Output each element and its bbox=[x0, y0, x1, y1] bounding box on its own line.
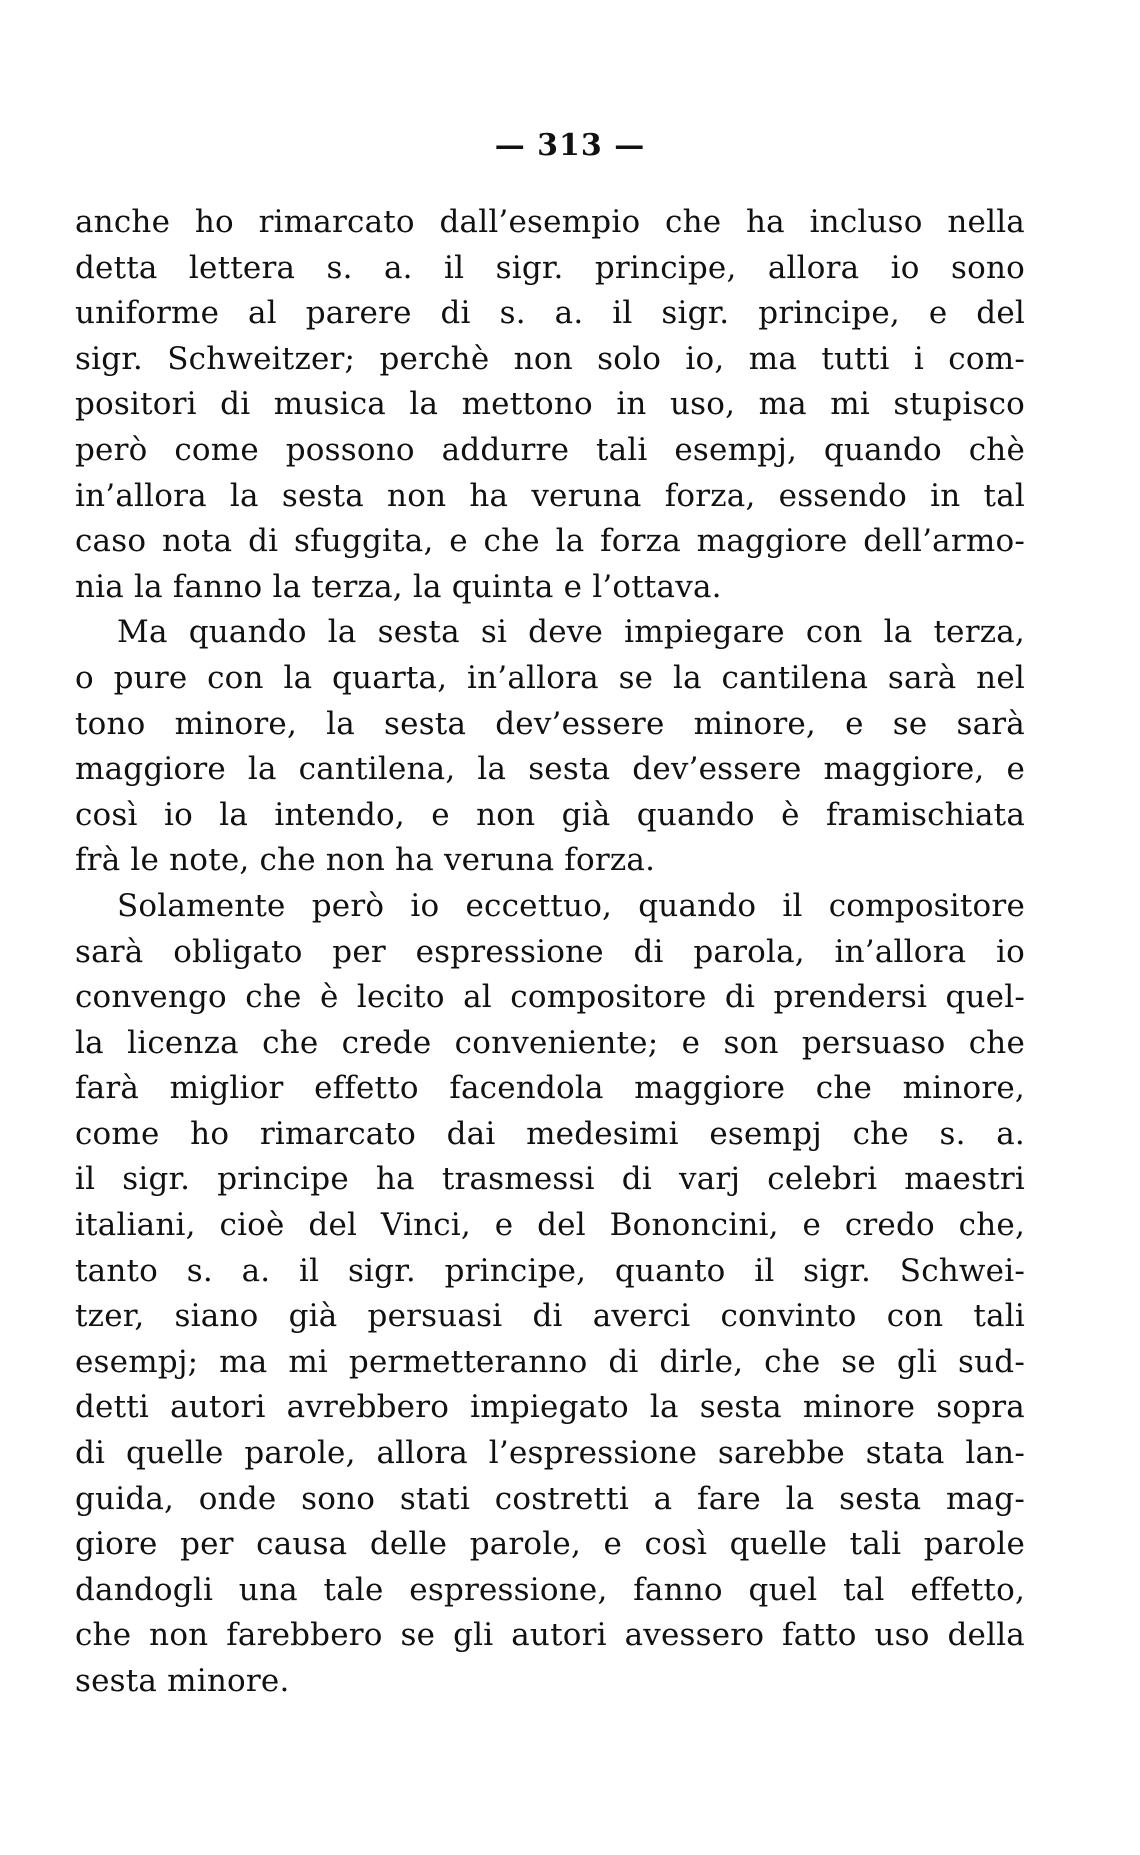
text-line: maggiore la cantilena, la sesta dev’essere maggiore, e bbox=[75, 751, 1025, 788]
text-line: che non farebbero se gli autori avessero fatto uso della bbox=[75, 1617, 1025, 1654]
text-line: come ho rimarcato dai medesimi esempj che s. a. bbox=[75, 1115, 1025, 1152]
text-line: la licenza che crede conveniente; e son persuaso che bbox=[75, 1024, 1025, 1061]
text-line: di quelle parole, allora l’espressione sarebbe stata lan- bbox=[75, 1435, 1025, 1472]
text-line: guida, onde sono stati costretti a fare la sesta mag- bbox=[75, 1480, 1025, 1517]
text-line: il sigr. principe ha trasmessi di varj celebri maestri bbox=[75, 1161, 1025, 1198]
text-line: però come possono addurre tali esempj, quando chè bbox=[75, 431, 1025, 468]
text-line: farà miglior effetto facendola maggiore che minore, bbox=[75, 1070, 1025, 1107]
page-number: — 313 — bbox=[494, 128, 646, 163]
text-line: tzer, siano già persuasi di averci convinto con tali bbox=[75, 1298, 1025, 1335]
text-line: o pure con la quarta, in’allora se la cantilena sarà nel bbox=[75, 659, 1025, 696]
text-line: italiani, cioè del Vinci, e del Bononcini, e credo che, bbox=[75, 1207, 1025, 1244]
text-line: giore per causa delle parole, e così quelle tali parole bbox=[75, 1526, 1025, 1563]
text-line: esempj; ma mi permetteranno di dirle, che se gli sud- bbox=[75, 1343, 1025, 1380]
text-line: Ma quando la sesta si deve impiegare con la terza, bbox=[117, 614, 1025, 651]
text-line: sigr. Schweitzer; perchè non solo io, ma tutti i com- bbox=[75, 340, 1025, 377]
paragraph-2 bbox=[75, 610, 1025, 884]
text-line: così io la intendo, e non già quando è framischiata bbox=[75, 796, 1025, 833]
text-line: uniforme al parere di s. a. il sigr. principe, e del bbox=[75, 295, 1025, 332]
body-text bbox=[75, 200, 1025, 1705]
text-line: caso nota di sfuggita, e che la forza maggiore dell’armo- bbox=[75, 523, 1025, 560]
text-line: in’allora la sesta non ha veruna forza, essendo in tal bbox=[75, 477, 1025, 514]
text-line: positori di musica la mettono in uso, ma mi stupisco bbox=[75, 386, 1025, 423]
text-line: anche ho rimarcato dall’esempio che ha incluso nella bbox=[75, 204, 1025, 240]
text-line: Solamente però io eccettuo, quando il compositore bbox=[117, 887, 1025, 924]
text-line: convengo che è lecito al compositore di prendersi quel- bbox=[75, 979, 1025, 1016]
text-line: detta lettera s. a. il sigr. principe, allora io sono bbox=[75, 249, 1025, 286]
paragraph-3 bbox=[75, 884, 1025, 1705]
text-line: sesta minore. bbox=[75, 1663, 290, 1699]
text-line: dandogli una tale espressione, fanno quel tal effetto, bbox=[75, 1571, 1025, 1608]
text-line: tanto s. a. il sigr. principe, quanto il sigr. Schwei- bbox=[75, 1252, 1025, 1289]
text-line: frà le note, che non ha veruna forza. bbox=[75, 842, 656, 879]
text-line: detti autori avrebbero impiegato la sesta minore sopra bbox=[75, 1389, 1025, 1426]
text-line: sarà obligato per espressione di parola, in’allora io bbox=[75, 933, 1025, 970]
paragraph-1 bbox=[75, 200, 1025, 610]
text-line: tono minore, la sesta dev’essere minore, e se sarà bbox=[75, 705, 1025, 742]
text-line: nia la fanno la terza, la quinta e l’ottava. bbox=[75, 568, 722, 605]
